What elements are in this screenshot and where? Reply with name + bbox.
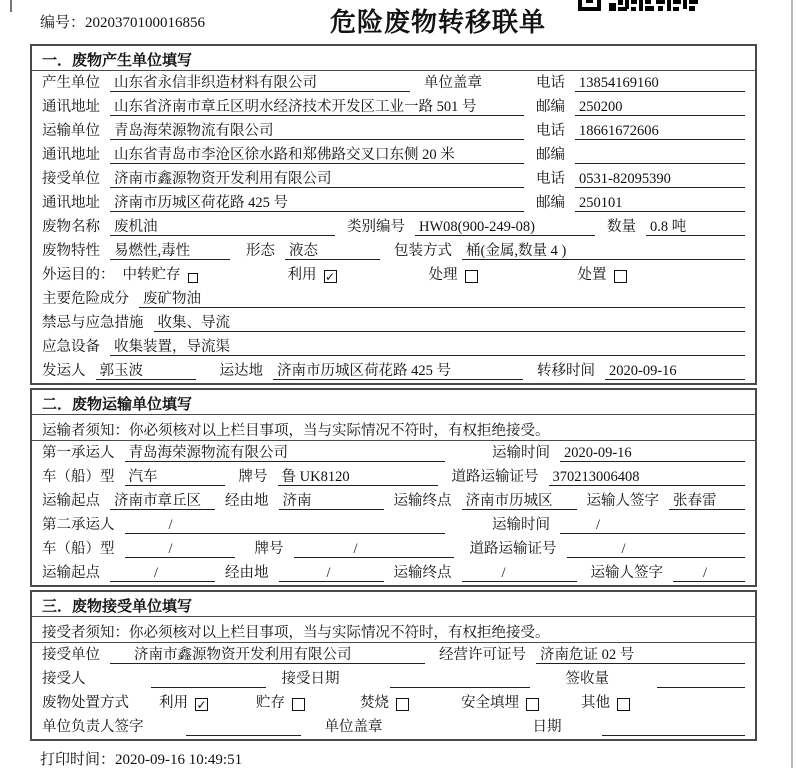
row-emergency-equipment [32, 335, 755, 359]
dispatcher-value: 郭玉波 [96, 362, 196, 380]
destination-label: 运达地 [219, 363, 263, 379]
sign-date-label: 日期 [532, 719, 562, 735]
receipt-qty-value [657, 670, 745, 688]
purpose-option-utilize [288, 266, 337, 284]
accept-date-value [390, 670, 530, 688]
purpose-option-treat [429, 266, 478, 284]
transport-address-label: 通讯地址 [42, 147, 100, 163]
disposal-incinerate-text: 焚烧 [360, 695, 389, 711]
receiver-notice: 接受者须知：你必须核对以上栏目事项，当与实际情况不符时，有权拒绝接受。 [32, 617, 755, 643]
purpose-option-storage [123, 266, 198, 284]
route2-end-value: / [462, 564, 577, 582]
section-transport-header: 二．废物运输单位填写 [32, 390, 755, 415]
vehicle2-plate-label: 牌号 [254, 541, 284, 557]
producer-address-value: 山东省济南市章丘区明水经济技术开发区工业一路 501 号 [110, 98, 524, 116]
route1-sign-label: 运输人签字 [586, 493, 659, 509]
transfer-purpose-label: 外运目的： [42, 267, 115, 283]
route2-start-value: / [110, 564, 215, 582]
row-waste-name [32, 215, 755, 239]
transfer-time-value: 2020-09-16 [605, 362, 745, 380]
receive-zip-label: 邮编 [536, 195, 565, 211]
acceptor-value [151, 670, 266, 688]
route2-end-label: 运输终点 [393, 565, 452, 581]
disposal-utilize-text: 利用 [159, 695, 188, 711]
route1-end-label: 运输终点 [393, 493, 452, 509]
waste-name-label: 废物名称 [42, 219, 100, 235]
disposal-option-store [256, 694, 305, 712]
receive-phone-label: 电话 [536, 171, 565, 187]
section-producer-header: 一．废物产生单位填写 [32, 46, 755, 71]
route2-start-label: 运输起点 [42, 565, 100, 581]
checkmark: ✓ [196, 697, 207, 712]
window-edge-line [791, 0, 793, 768]
route2-sign-value: / [673, 564, 745, 582]
hazard-component-label: 主要危险成分 [42, 291, 129, 307]
waste-qty-label: 数量 [607, 219, 636, 235]
receive-address-label: 通讯地址 [42, 195, 100, 211]
vehicle2-type-value: / [125, 540, 235, 558]
row-acceptor [32, 667, 755, 691]
disposal-option-landfill [461, 694, 539, 712]
route1-sign-value: 张春雷 [669, 492, 745, 510]
route1-via-value: 济南 [279, 492, 384, 510]
transport-unit-label: 运输单位 [42, 123, 100, 139]
page-border-artifact [10, 0, 12, 12]
carrier2-value: / [125, 516, 445, 534]
emergency-equipment-value: 收集装置，导流渠 [110, 338, 745, 356]
manifest-form [30, 44, 757, 744]
waste-character-value: 易燃性,毒性 [110, 242, 230, 260]
carrier1-time-label: 运输时间 [492, 445, 550, 461]
waste-code-value: HW08(900-249-08) [415, 218, 595, 236]
section-receiver-header: 三．废物接受单位填写 [32, 592, 755, 617]
row-transport-address [32, 143, 755, 167]
purpose-storage-text: 中转贮存 [122, 267, 181, 283]
row-disposal-method [32, 691, 755, 715]
carrier1-value: 青岛海荣源物流有限公司 [125, 444, 445, 462]
receive-phone-value: 0531-82095390 [575, 170, 745, 188]
carrier2-time-label: 运输时间 [492, 517, 550, 533]
receipt-qty-label: 签收量 [565, 671, 609, 687]
route2-sign-label: 运输人签字 [590, 565, 663, 581]
disposal-method-label: 废物处置方式 [42, 695, 129, 711]
row-emergency-measures [32, 311, 755, 335]
row-vehicle2 [32, 537, 755, 561]
waste-character-label: 废物特性 [42, 243, 100, 259]
qr-code-fragment [578, 0, 702, 11]
row-route2 [32, 561, 755, 585]
receive-address-value: 济南市历城区荷花路 425 号 [110, 194, 524, 212]
row-hazard-component [32, 287, 755, 311]
sign-date-value [602, 718, 746, 736]
disposal-other-checkbox [617, 698, 630, 711]
producer-address-label: 通讯地址 [42, 99, 100, 115]
checkmark: ✓ [324, 269, 336, 284]
vehicle2-permit-value: / [567, 540, 746, 558]
transport-unit-value: 青岛海荣源物流有限公司 [110, 122, 524, 140]
waste-pack-value: 桶(金属,数量 4 ) [462, 242, 745, 260]
hazard-component-value: 废矿物油 [139, 290, 745, 308]
row-dispatch [32, 359, 755, 383]
producer-unit-label: 产生单位 [42, 75, 100, 91]
row-receive-unit [32, 167, 755, 191]
disposal-utilize-checkbox [195, 698, 208, 711]
responsible-sign-value [186, 718, 301, 736]
carrier2-time-value: / [560, 516, 745, 534]
unit-seal2-label: 单位盖章 [324, 719, 383, 735]
receive-zip-value: 250101 [575, 194, 745, 212]
accept-date-label: 接受日期 [281, 671, 340, 687]
purpose-option-dispose [578, 266, 627, 284]
receive-unit-value: 济南市鑫源物资开发利用有限公司 [110, 170, 524, 188]
row-waste-character [32, 239, 755, 263]
waste-code-label: 类别编号 [347, 219, 405, 235]
transport-notice: 运输者须知：你必须核对以上栏目事项，当与实际情况不符时，有权拒绝接受。 [32, 415, 755, 441]
disposal-incinerate-checkbox [396, 698, 409, 711]
disposal-other-text: 其他 [581, 695, 610, 711]
vehicle1-permit-value: 370213006408 [549, 468, 746, 486]
disposal-landfill-checkbox [526, 698, 539, 711]
print-time: 打印时间：2020-09-16 10:49:51 [40, 752, 243, 768]
producer-unit-value: 山东省永信非织造材料有限公司 [110, 74, 410, 92]
vehicle1-plate-label: 牌号 [238, 469, 268, 485]
unit-seal-label: 单位盖章 [424, 75, 482, 91]
route1-start-value: 济南市章丘区 [110, 492, 215, 510]
emergency-measures-label: 禁忌与应急措施 [42, 315, 144, 331]
row-responsible-sign [32, 715, 755, 739]
purpose-dispose-text: 处置 [577, 267, 607, 283]
carrier2-label: 第二承运人 [42, 517, 115, 533]
carrier1-time-value: 2020-09-16 [560, 444, 745, 462]
emergency-equipment-label: 应急设备 [42, 339, 100, 355]
vehicle2-permit-label: 道路运输证号 [469, 541, 557, 557]
waste-form-value: 液态 [285, 242, 380, 260]
dispatcher-label: 发运人 [42, 363, 86, 379]
purpose-utilize-checkbox [324, 270, 337, 283]
disposal-option-incinerate [360, 694, 409, 712]
row-receiver-unit [32, 643, 755, 667]
transport-phone-label: 电话 [536, 123, 565, 139]
section-receiver [30, 590, 757, 741]
vehicle1-permit-label: 道路运输证号 [451, 469, 539, 485]
route2-via-value: / [279, 564, 384, 582]
purpose-utilize-text: 利用 [287, 267, 317, 283]
carrier1-label: 第一承运人 [42, 445, 115, 461]
doc-number-value: 2020370100016856 [85, 15, 206, 31]
transport-phone-value: 18661672606 [575, 122, 745, 140]
disposal-option-other [581, 694, 630, 712]
route1-via-label: 经由地 [225, 493, 269, 509]
row-vehicle1 [32, 465, 755, 489]
vehicle2-plate-value: / [294, 540, 454, 558]
section-producer [30, 44, 757, 385]
row-producer-address [32, 95, 755, 119]
acceptor-label: 接受人 [42, 671, 86, 687]
disposal-option-utilize [159, 694, 208, 712]
row-transport-unit [32, 119, 755, 143]
row-receive-address [32, 191, 755, 215]
section-transport [30, 388, 757, 587]
receiver-unit-label: 接受单位 [42, 647, 100, 663]
disposal-landfill-text: 安全填埋 [461, 695, 519, 711]
row-carrier2 [32, 513, 755, 537]
row-route1 [32, 489, 755, 513]
route1-end-value: 济南市历城区 [462, 492, 577, 510]
waste-form-label: 形态 [246, 243, 275, 259]
waste-pack-label: 包装方式 [394, 243, 452, 259]
row-transfer-purpose [32, 263, 755, 287]
waste-qty-value: 0.8 吨 [646, 218, 745, 236]
license-value: 济南危证 02 号 [536, 646, 745, 664]
destination-value: 济南市历城区荷花路 425 号 [273, 362, 523, 380]
doc-number-label: 编号： [40, 15, 86, 31]
purpose-treat-checkbox [465, 270, 478, 283]
producer-zip-value: 250200 [575, 98, 745, 116]
page-title: 危险废物转移联单 [330, 7, 547, 37]
vehicle1-type-value: 汽车 [125, 468, 225, 486]
producer-phone-label: 电话 [536, 75, 565, 91]
route2-via-label: 经由地 [225, 565, 269, 581]
disposal-store-checkbox [292, 698, 305, 711]
vehicle1-type-label: 车（船）型 [42, 469, 115, 485]
disposal-store-text: 贮存 [256, 695, 285, 711]
purpose-treat-text: 处理 [428, 267, 458, 283]
license-label: 经营许可证号 [439, 647, 526, 663]
producer-phone-value: 13854169160 [575, 74, 745, 92]
route1-start-label: 运输起点 [42, 493, 100, 509]
producer-zip-label: 邮编 [536, 99, 565, 115]
emergency-measures-value: 收集、导流 [154, 314, 746, 332]
vehicle1-plate-value: 鲁 UK8120 [278, 468, 438, 486]
transfer-time-label: 转移时间 [537, 363, 595, 379]
responsible-sign-label: 单位负责人签字 [42, 719, 144, 735]
vehicle2-type-label: 车（船）型 [42, 541, 115, 557]
transport-zip-value [575, 146, 745, 164]
transport-zip-label: 邮编 [536, 147, 565, 163]
row-carrier1 [32, 441, 755, 465]
purpose-storage-checkbox [188, 273, 198, 283]
row-producer-unit [32, 71, 755, 95]
receive-unit-label: 接受单位 [42, 171, 100, 187]
purpose-dispose-checkbox [614, 270, 627, 283]
transport-address-value: 山东省青岛市李沧区徐水路和郑佛路交叉口东侧 20 米 [110, 146, 524, 164]
waste-name-value: 废机油 [110, 218, 335, 236]
receiver-unit-value: 济南市鑫源物资开发利用有限公司 [110, 646, 425, 664]
doc-number [40, 11, 205, 32]
